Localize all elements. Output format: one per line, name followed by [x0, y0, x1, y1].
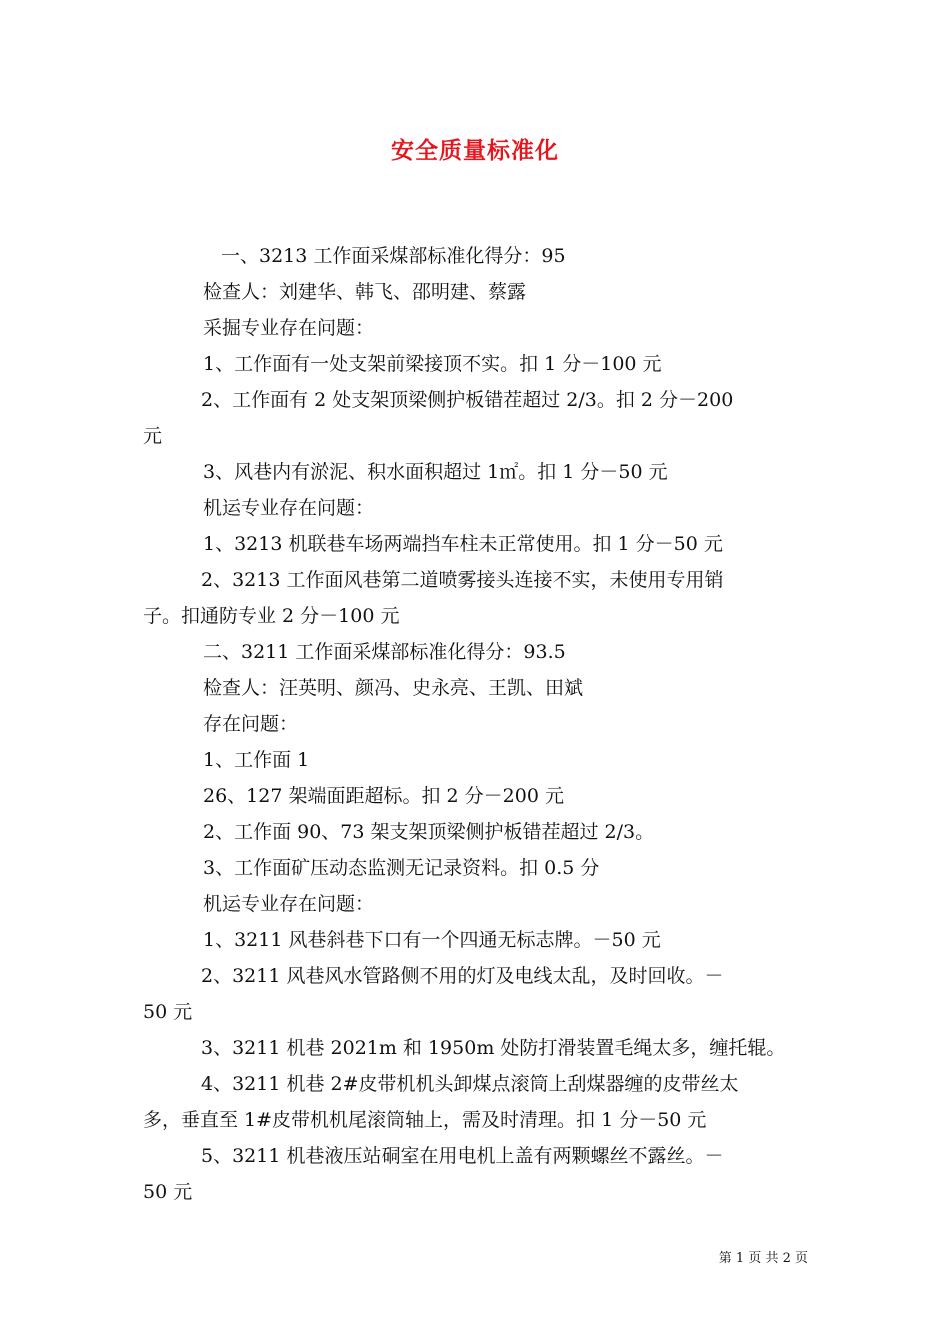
issue-item: 2、3213 工作面风巷第二道喷雾接头连接不实，未使用专用销	[201, 569, 724, 591]
document-body	[143, 238, 811, 1210]
issue-item: 3、工作面矿压动态监测无记录资料。扣 0.5 分	[203, 857, 600, 879]
issue-item: 2、工作面 90、73 架支架顶梁侧护板错茬超过 2/3。	[203, 821, 655, 843]
section-heading: 一、3213 工作面采煤部标准化得分：95	[221, 245, 566, 267]
page-number: 第 1 页 共 2 页	[718, 1251, 808, 1266]
issue-item-continuation: 元	[143, 425, 163, 447]
subheading: 存在问题：	[203, 713, 299, 735]
issue-item: 3、风巷内有淤泥、积水面积超过 1㎡。扣 1 分－50 元	[203, 461, 668, 483]
subheading: 采掘专业存在问题：	[203, 317, 375, 339]
issue-item: 5、3211 机巷液压站硐室在用电机上盖有两颗螺丝不露丝。－	[201, 1145, 724, 1167]
issue-item: 4、3211 机巷 2#皮带机机头卸煤点滚筒上刮煤器缠的皮带丝太	[201, 1073, 739, 1095]
issue-item: 1、工作面 1	[203, 749, 310, 771]
subheading: 机运专业存在问题：	[203, 497, 375, 519]
issue-item-continuation: 50 元	[143, 1001, 193, 1023]
inspector-line: 检查人：汪英明、颜冯、史永亮、王凯、田斌	[203, 677, 584, 699]
issue-item: 3、3211 机巷 2021m 和 1950m 处防打滑装置毛绳太多，缠托辊。	[201, 1037, 786, 1059]
document-title: 安全质量标准化	[391, 137, 559, 164]
issue-item: 26、127 架端面距超标。扣 2 分－200 元	[203, 785, 564, 807]
issue-item: 1、3213 机联巷车场两端挡车柱未正常使用。扣 1 分－50 元	[203, 533, 723, 555]
issue-item-continuation: 子。扣通防专业 2 分－100 元	[143, 605, 400, 627]
subheading: 机运专业存在问题：	[203, 893, 375, 915]
issue-item-continuation: 多，垂直至 1#皮带机机尾滚筒轴上，需及时清理。扣 1 分－50 元	[143, 1109, 707, 1131]
issue-item: 1、工作面有一处支架前梁接顶不实。扣 1 分－100 元	[203, 353, 662, 375]
inspector-line: 检查人：刘建华、韩飞、邵明建、蔡露	[203, 281, 527, 303]
issue-item: 1、3211 风巷斜巷下口有一个四通无标志牌。－50 元	[203, 929, 661, 951]
issue-item: 2、工作面有 2 处支架顶梁侧护板错茬超过 2/3。扣 2 分－200	[201, 389, 734, 411]
issue-item: 2、3211 风巷风水管路侧不用的灯及电线太乱，及时回收。－	[201, 965, 724, 987]
section-heading: 二、3211 工作面采煤部标准化得分：93.5	[203, 641, 566, 663]
issue-item-continuation: 50 元	[143, 1181, 193, 1203]
